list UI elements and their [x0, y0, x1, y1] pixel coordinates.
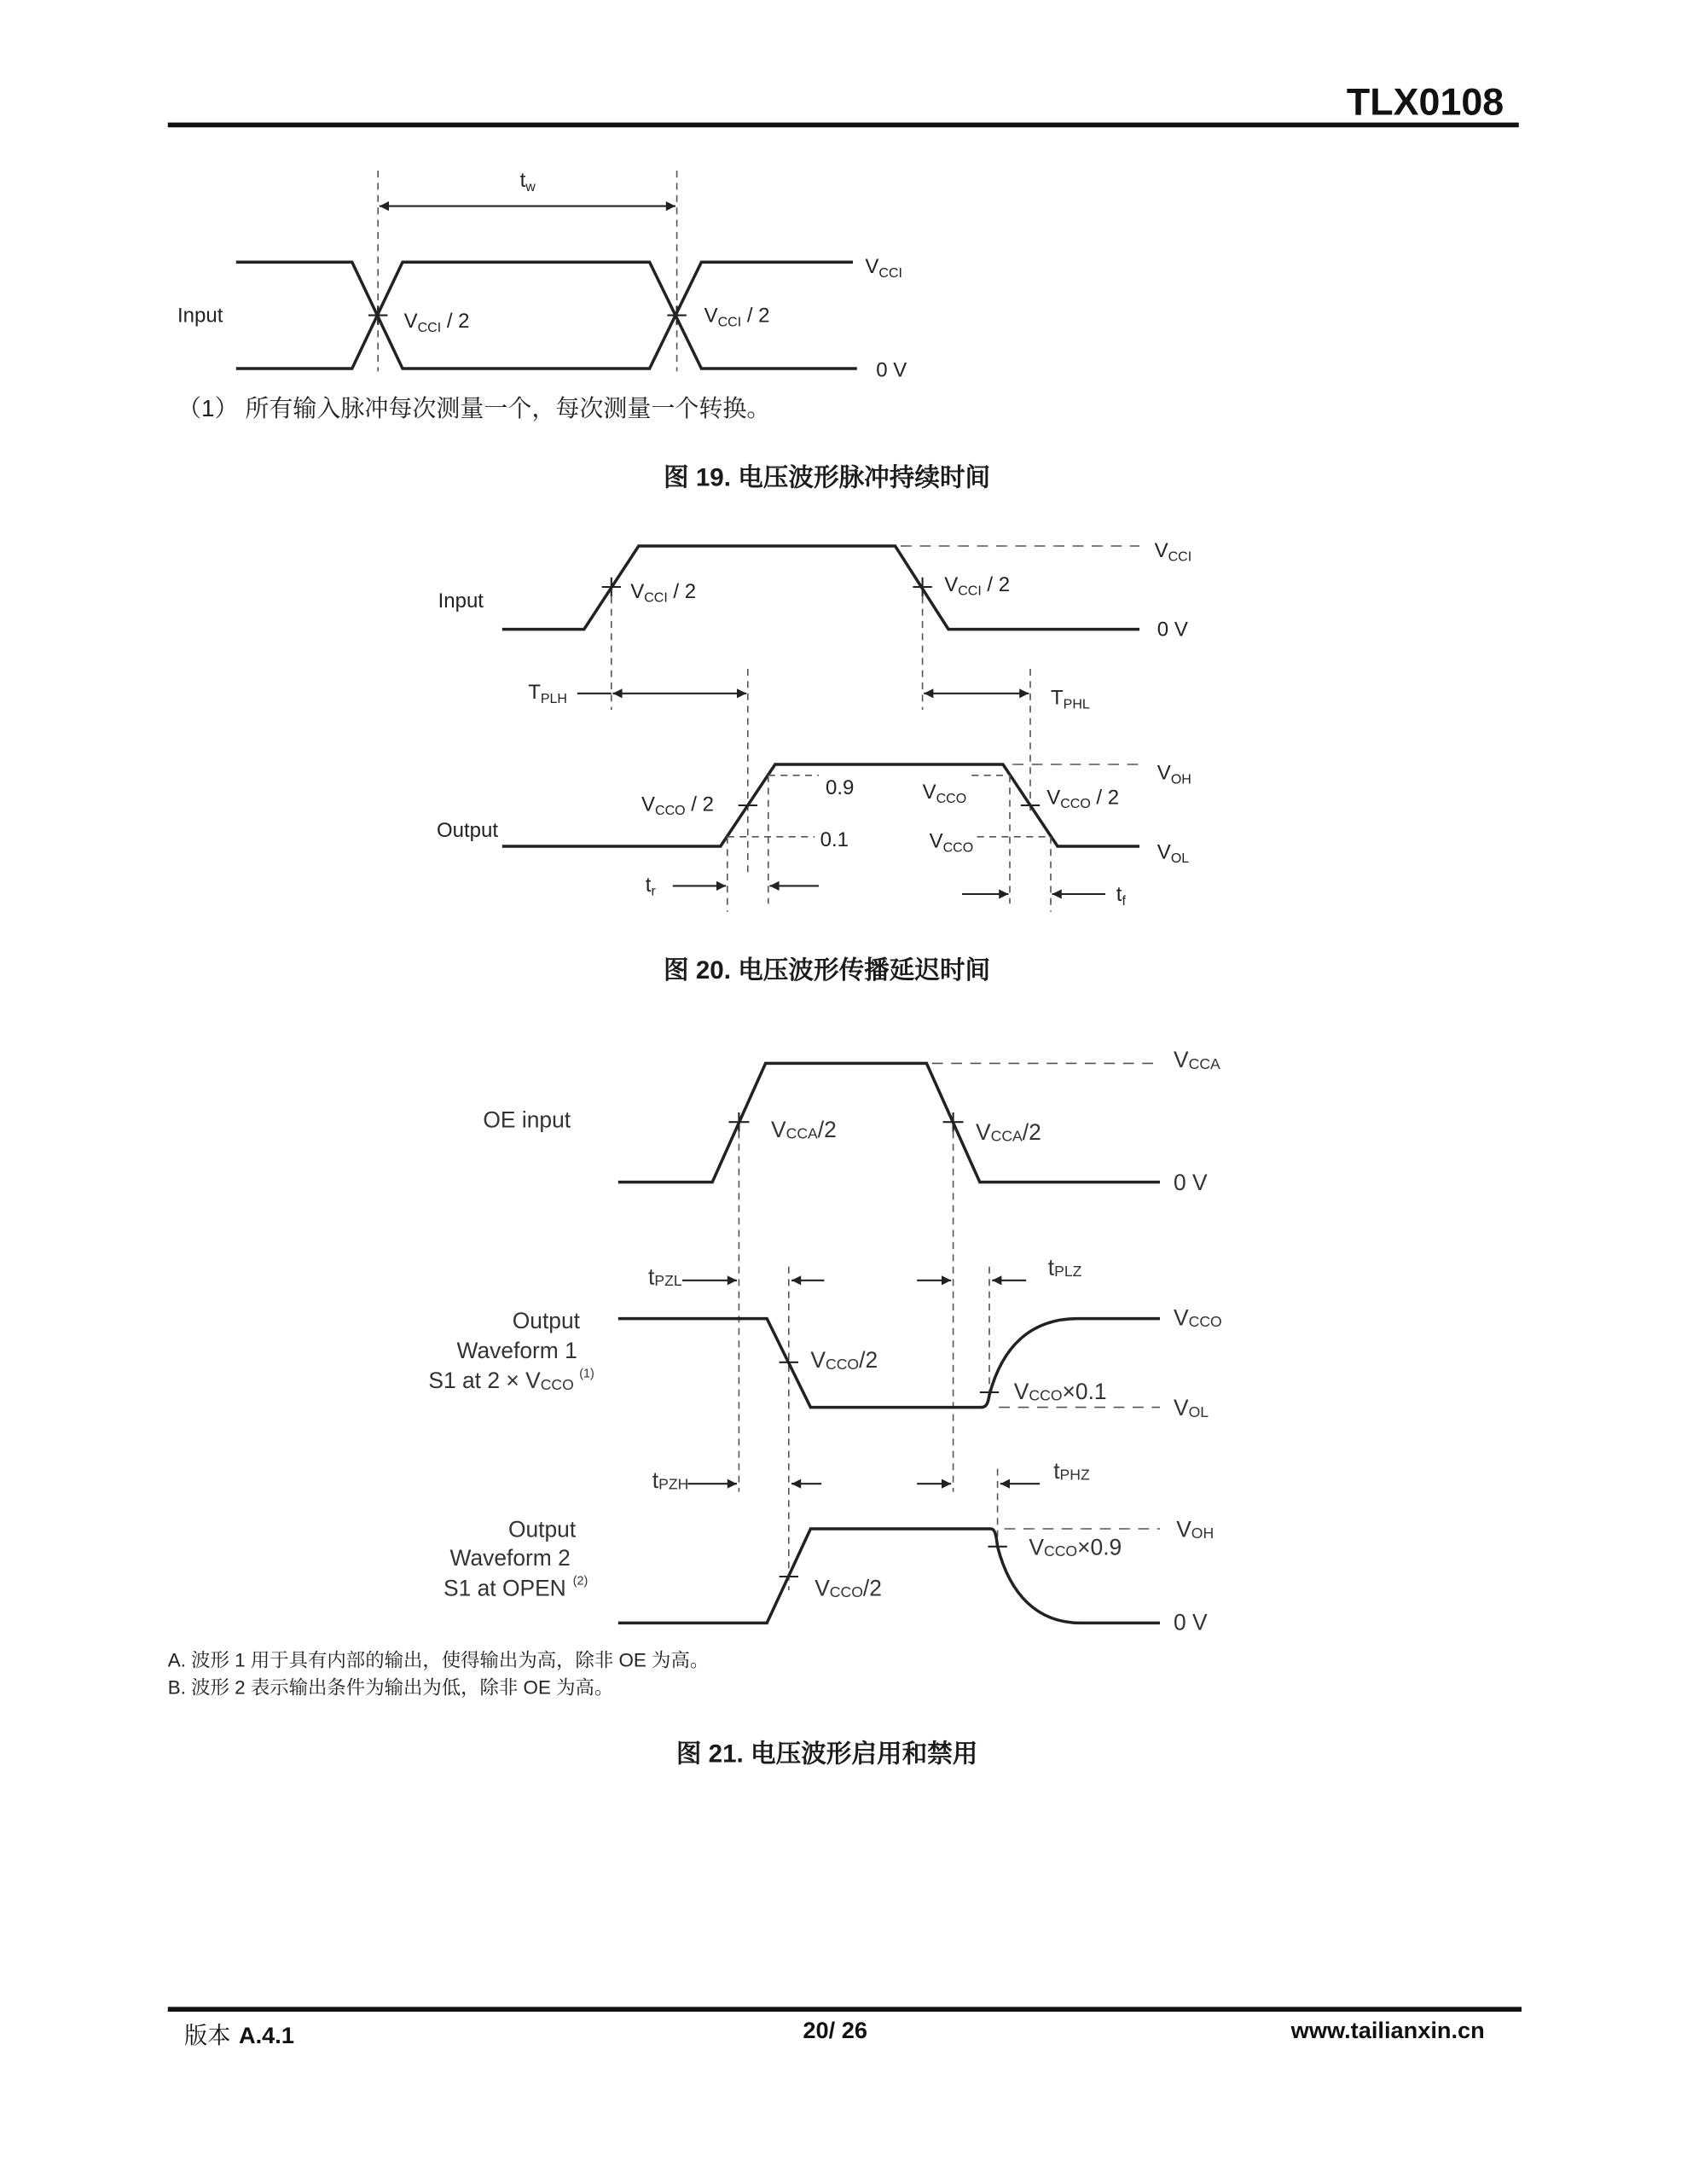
vcco-subscript: CCO [829, 1583, 863, 1600]
vcci-half-label-1 [404, 310, 470, 335]
vcci-half-suffix: / 2 [741, 304, 770, 328]
vol-label [1174, 1395, 1209, 1420]
zero-v-label: 0 V [1157, 618, 1188, 642]
tphz-subscript: PHZ [1059, 1466, 1090, 1484]
voh-label [1176, 1517, 1214, 1542]
zero-v-label-1: 0 V [1174, 1170, 1208, 1196]
vcco-symbol: V [1029, 1534, 1045, 1560]
wf2-name-label: Waveform 2 [449, 1545, 571, 1571]
input-rise-tick [602, 578, 621, 596]
vcco-10-label [1014, 1379, 1107, 1404]
tphz-symbol: t [1053, 1457, 1060, 1484]
crossing-tick-1 [368, 305, 387, 324]
wf1-condition-text: S1 at 2 × V [428, 1368, 541, 1394]
vcci-subscript: CCI [958, 584, 982, 599]
vcco-subscript: CCO [1188, 1313, 1222, 1331]
oe-input-waveform [618, 1063, 1160, 1182]
vcco-subscript: CCO [826, 1355, 860, 1373]
vcca-level-label [1174, 1047, 1220, 1072]
vcco-label-2 [930, 830, 974, 856]
vcci-symbol: V [1154, 538, 1168, 562]
vcco-subscript: CCO [655, 804, 686, 819]
vcco-half-suffix: /2 [859, 1347, 878, 1374]
tr-symbol: t [645, 873, 652, 897]
tplz-subscript: PLZ [1054, 1263, 1082, 1280]
vcca-half-label-2 [976, 1119, 1041, 1145]
vcci-half-label-2 [944, 573, 1010, 599]
tplz-label [1048, 1254, 1082, 1280]
tplh-subscript: PLH [540, 692, 567, 706]
version-prefix: 版本 [184, 2022, 231, 2049]
wf2-footnote-ref: (2) [572, 1574, 588, 1589]
vcci-level-label [1155, 539, 1192, 565]
vcci-symbol: V [704, 304, 718, 328]
tf-symbol: t [1116, 883, 1122, 906]
vcci-subscript: CCI [717, 315, 742, 330]
vcco-symbol: V [922, 781, 936, 804]
vcci-symbol: V [630, 579, 645, 603]
tphl-symbol: T [1051, 686, 1064, 710]
figure-19-note: （1） 所有输入脉冲每次测量一个，每次测量一个转换。 [177, 395, 771, 421]
page-number: 20/ 26 [803, 2016, 867, 2043]
vcca-symbol: V [1174, 1047, 1189, 1073]
input-label: Input [438, 590, 484, 613]
vcco-symbol: V [641, 793, 656, 816]
document-title: TLX0108 [1346, 80, 1504, 124]
vcco-symbol: V [929, 829, 943, 853]
wf2-condition-label [443, 1575, 588, 1601]
tplz-symbol: t [1047, 1254, 1055, 1281]
tw-subscript: w [525, 180, 536, 195]
vcco-90-suffix: ×0.9 [1077, 1534, 1122, 1560]
vcci-half-suffix: / 2 [441, 310, 470, 333]
tr-label [646, 874, 657, 899]
vcco-subscript: CCO [1029, 1386, 1063, 1404]
input-waveform [502, 546, 1139, 630]
vcco-level-label [1174, 1305, 1222, 1331]
vcco-subscript: CCO [1060, 797, 1091, 812]
figure-20-caption: 图 20. 电压波形传播延迟时间 [664, 956, 991, 985]
vcca-subscript: CCA [786, 1124, 818, 1142]
tpzl-subscript: PZL [654, 1272, 682, 1290]
vcca-subscript: CCA [990, 1127, 1023, 1145]
voh-symbol: V [1157, 761, 1171, 785]
vcci-symbol: V [944, 572, 959, 596]
zero-v-label: 0 V [876, 358, 907, 382]
vcci-half-suffix: / 2 [981, 572, 1011, 596]
figure-19-pulse-duration [177, 169, 990, 491]
vcco-10-suffix: ×0.1 [1062, 1379, 1107, 1404]
oe-input-label: OE input [483, 1107, 571, 1133]
figure-19-caption: 图 19. 电压波形脉冲持续时间 [664, 463, 991, 492]
vcco-symbol: V [1174, 1304, 1189, 1331]
vcci-symbol: V [865, 255, 879, 278]
vcco-subscript: CCO [936, 791, 967, 806]
vol-subscript: OL [1170, 851, 1190, 867]
voh-label [1157, 762, 1191, 787]
wf1-vcco-half-label [810, 1347, 878, 1373]
vcco-symbol: V [1046, 786, 1061, 810]
tpzh-label [652, 1467, 689, 1493]
wf1-output-label: Output [512, 1307, 580, 1333]
vcci-subscript: CCI [878, 265, 902, 281]
vcco-90-label [1029, 1534, 1122, 1560]
wf1-condition-label [428, 1367, 594, 1393]
vol-label [1157, 840, 1189, 866]
tplh-label [528, 681, 567, 706]
vcci-half-label-2 [704, 305, 770, 330]
input-label: Input [177, 304, 223, 328]
vcco-symbol: V [815, 1575, 830, 1601]
tpzh-subscript: PZH [658, 1475, 689, 1493]
vcco-label-1 [923, 781, 967, 806]
vcci-symbol: V [403, 310, 418, 333]
website-link[interactable]: www.tailianxin.cn [1290, 2016, 1485, 2043]
tpzl-label [648, 1264, 682, 1290]
vcco-half-suffix: / 2 [1090, 786, 1120, 810]
vcci-half-suffix: / 2 [667, 579, 697, 603]
wf1-footnote-ref: (1) [579, 1367, 594, 1381]
crossing-tick-2 [667, 305, 686, 324]
output-label: Output [437, 818, 499, 842]
vcco-half-label-2 [1046, 786, 1119, 811]
tpzh-symbol: t [652, 1467, 659, 1493]
vcci-subscript: CCI [644, 590, 668, 606]
vol-symbol: V [1157, 840, 1171, 864]
page-header [168, 80, 1519, 125]
vol-symbol: V [1174, 1395, 1189, 1421]
level-10-label: 0.1 [820, 828, 849, 851]
vcci-level-label [865, 255, 902, 281]
vcca-symbol: V [771, 1116, 786, 1142]
tphz-label [1053, 1458, 1090, 1484]
vcca-half-suffix: /2 [817, 1116, 837, 1142]
tr-subscript: r [651, 884, 656, 899]
tf-subscript: f [1122, 893, 1126, 909]
wf2-vcco-half-label [815, 1575, 882, 1600]
voh-symbol: V [1176, 1516, 1191, 1542]
wf1-name-label: Waveform 1 [456, 1338, 577, 1363]
tw-label [520, 169, 536, 195]
figure-20-propagation-delay [437, 539, 1191, 985]
vcco-symbol: V [1013, 1379, 1029, 1404]
vcco-half-label-1 [641, 793, 714, 818]
wf2-output-label: Output [507, 1516, 577, 1542]
vcci-subscript: CCI [1168, 549, 1192, 565]
vcca-half-suffix: /2 [1022, 1119, 1041, 1145]
level-90-label: 0.9 [826, 776, 855, 800]
tphl-label [1051, 687, 1090, 712]
vcci-half-label-1 [630, 580, 696, 606]
vcco-symbol: V [810, 1347, 826, 1374]
wf2-condition-text: S1 at OPEN [443, 1575, 566, 1601]
voh-subscript: OH [1170, 772, 1191, 787]
figure-21-enable-disable [168, 1047, 1222, 1768]
vcca-subscript: CCA [1188, 1054, 1220, 1072]
vcci-subscript: CCI [417, 320, 442, 335]
voh-subscript: OH [1191, 1525, 1215, 1542]
wf1-condition-subscript: CCO [540, 1375, 574, 1393]
figure-21-caption: 图 21. 电压波形启用和禁用 [675, 1740, 978, 1769]
figure-21-note-b: B. 波形 2 表示输出条件为输出为低，除非 OE 为高。 [167, 1676, 614, 1699]
vcco-subscript: CCO [1044, 1542, 1078, 1560]
vol-subscript: OL [1188, 1403, 1209, 1420]
vcco-half-suffix: /2 [862, 1575, 882, 1601]
oe-rise-tick [728, 1112, 749, 1131]
tpzl-symbol: t [648, 1263, 655, 1290]
vcca-symbol: V [976, 1119, 991, 1145]
tphl-subscript: PHL [1063, 697, 1090, 712]
tplh-symbol: T [528, 681, 541, 705]
vcco-subscript: CCO [942, 840, 974, 856]
figure-21-note-a: A. 波形 1 用于具有内部的输出，使得输出为高，除非 OE 为高。 [167, 1649, 710, 1671]
version-number: A.4.1 [238, 2022, 294, 2049]
zero-v-label-2: 0 V [1174, 1609, 1208, 1635]
tf-label [1116, 883, 1127, 909]
oe-fall-tick [943, 1112, 964, 1131]
page-footer [168, 2009, 1522, 2048]
tw-symbol: t [519, 169, 526, 193]
vcco-half-suffix: / 2 [685, 793, 714, 816]
version-label [184, 2022, 294, 2048]
vcca-half-label-1 [771, 1117, 837, 1142]
